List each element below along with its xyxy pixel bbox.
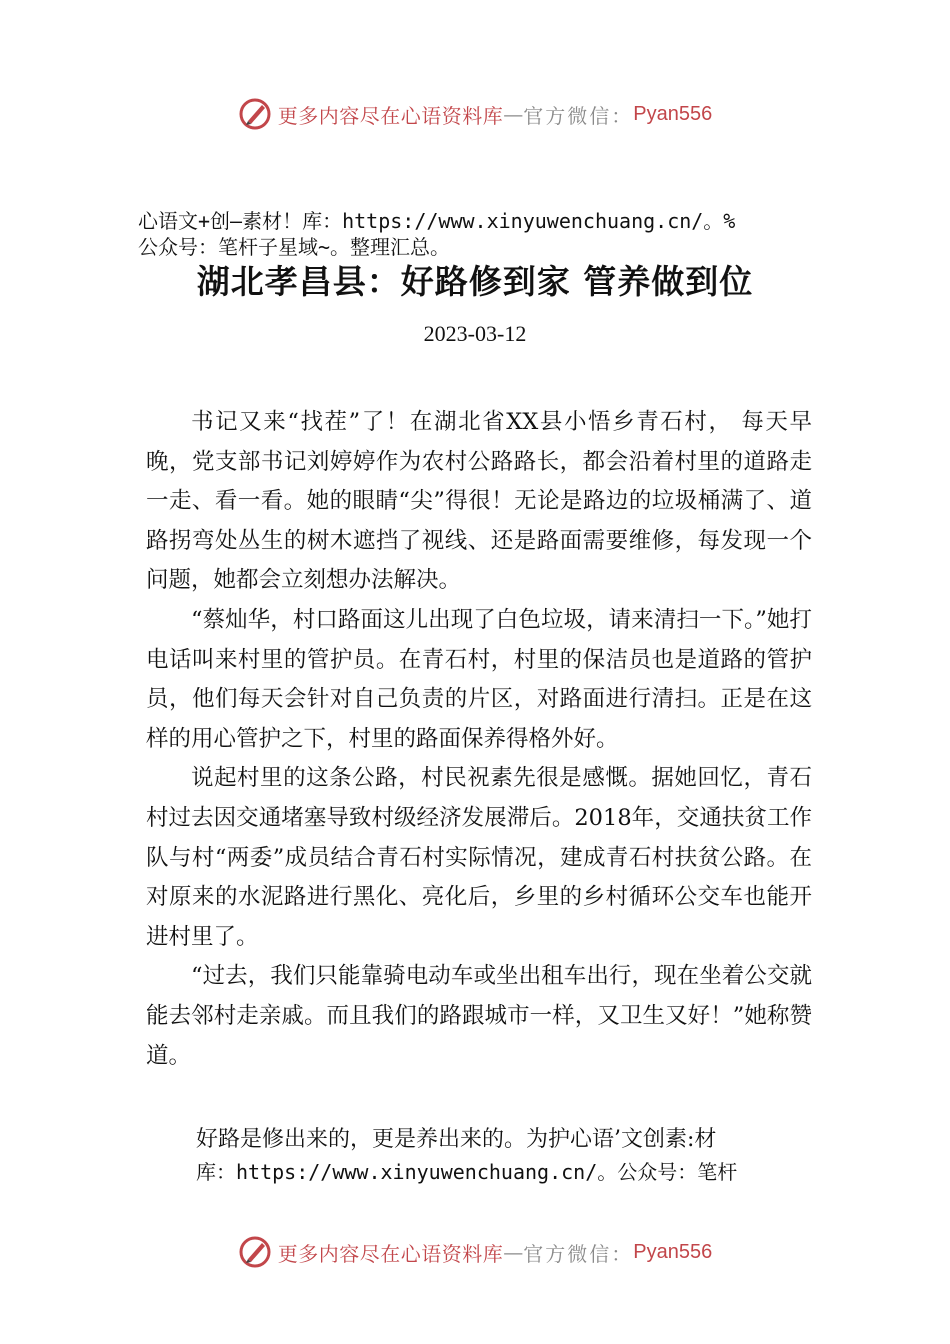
banner-wechat-id: Pyan556: [633, 102, 713, 125]
page-title: 湖北孝昌县：好路修到家 管养做到位: [196, 262, 754, 301]
publish-date: 2023-03-12: [423, 321, 527, 346]
paragraph: “过去，我们只能靠骑电动车或坐出租车出行，现在坐着公交就能去邻村走亲戚。而且我们的路跟城市一样，又卫生又好！”她称赞道。: [146, 963, 812, 1069]
banner-wechat-label: 官方微信：: [523, 103, 634, 128]
banner-brand-text: 更多内容尽在心语资料库: [277, 1241, 504, 1266]
banner-wechat-id: Pyan556: [633, 1240, 713, 1263]
pen-logo-icon: [238, 1235, 272, 1269]
footer-banner: [0, 1232, 950, 1272]
banner-brand-text: 更多内容尽在心语资料库: [277, 103, 504, 128]
banner-separator: —: [503, 1240, 524, 1264]
article-tail: [196, 1124, 836, 1188]
pen-logo-icon: [238, 97, 272, 131]
paragraph: 书记又来“找茬”了！在湖北省XX县小悟乡青石村， 每天早晚，党支部书记刘婷婷作为农村公路路长，都会沿着村里的道路走一走、看一看。她的眼睛“尖”得很！无论是路边的垃圾桶满了、道路拐弯处丛生的树木遮挡了视线、还是路面需要维修，每发现一个问题，她都会立刻想办法解决。: [146, 409, 812, 594]
banner-separator: —: [503, 102, 524, 126]
source-line-1: 心语文+创—素材！库：https://www.xinyuwenchuang.cn/。%: [138, 209, 736, 233]
article-body: [146, 403, 812, 1076]
paragraph: 说起村里的这条公路，村民祝素先很是感慨。据她回忆，青石村过去因交通堵塞导致村级经济发展滞后。2018年，交通扶贫工作队与村“两委”成员结合青石村实际情况，建成青石村扶贫公路。在对原来的水泥路进行黑化、亮化后，乡里的乡村循环公交车也能开进村里了。: [146, 765, 812, 950]
tail-line-2: 库：https://www.xinyuwenchuang.cn/。公众号：笔杆: [196, 1160, 738, 1184]
source-line-2: 公众号：笔杆子星域~。整理汇总。: [138, 235, 451, 259]
paragraph: “蔡灿华，村口路面这儿出现了白色垃圾，请来清扫一下。”她打电话叫来村里的管护员。在青石村，村里的保洁员也是道路的管护员，他们每天会针对自己负责的片区，对路面进行清扫。正是在这样的用心管护之下，村里的路面保养得格外好。: [146, 606, 812, 752]
tail-line-1: 好路是修出来的，更是养出来的。为护心语’文创素:材: [196, 1127, 717, 1152]
banner-wechat-label: 官方微信：: [523, 1241, 634, 1266]
header-banner: [0, 94, 950, 134]
